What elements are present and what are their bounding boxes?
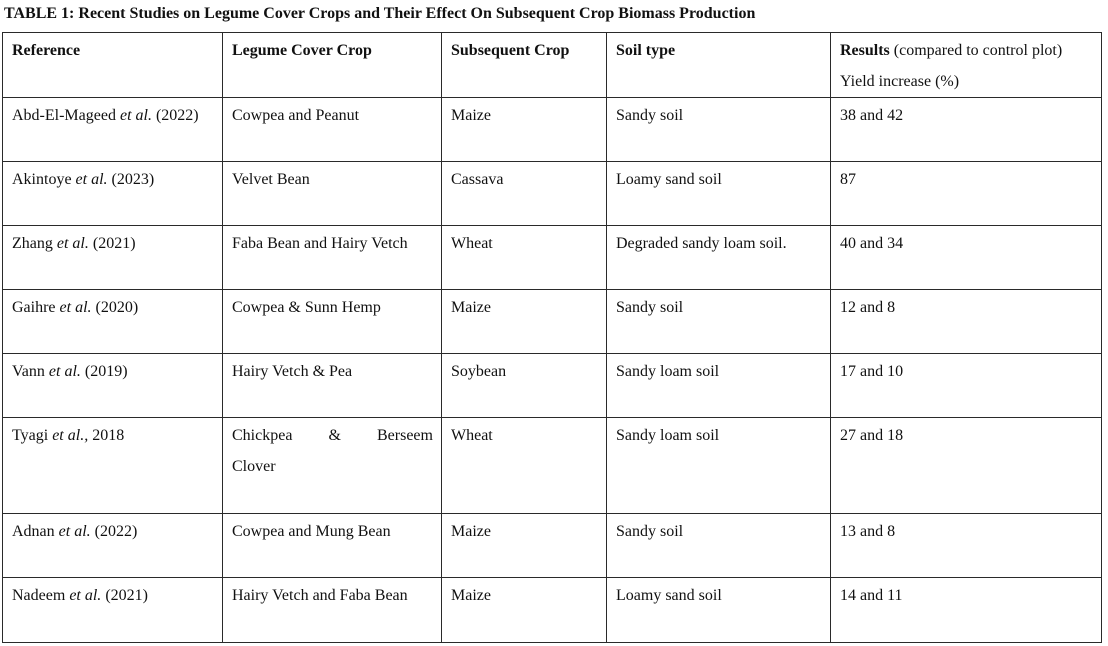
table-row: [3, 162, 1102, 226]
soil-type-cell: Loamy sand soil: [607, 162, 831, 226]
cover-crop-cell: Hairy Vetch & Pea: [223, 354, 442, 418]
result-cell: 40 and 34: [831, 226, 1102, 290]
cover-crop-cell: Cowpea and Peanut: [223, 98, 442, 162]
header-reference: Reference: [3, 33, 223, 98]
subsequent-crop-cell: Wheat: [442, 226, 607, 290]
table-row: [3, 578, 1102, 643]
reference-cell: Vann et al. (2019): [3, 354, 223, 418]
table-row: [3, 98, 1102, 162]
soil-type-cell: Sandy soil: [607, 514, 831, 578]
reference-cell: Gaihre et al. (2020): [3, 290, 223, 354]
soil-type-cell: Degraded sandy loam soil.: [607, 226, 831, 290]
subsequent-crop-cell: Soybean: [442, 354, 607, 418]
subsequent-crop-cell: Cassava: [442, 162, 607, 226]
cover-crop-cell: Cowpea & Sunn Hemp: [223, 290, 442, 354]
reference-cell: Zhang et al. (2021): [3, 226, 223, 290]
result-cell: 87: [831, 162, 1102, 226]
subsequent-crop-cell: Maize: [442, 290, 607, 354]
table-row: [3, 354, 1102, 418]
soil-type-cell: Sandy loam soil: [607, 418, 831, 514]
cover-crop-cell: Faba Bean and Hairy Vetch: [223, 226, 442, 290]
result-cell: 13 and 8: [831, 514, 1102, 578]
subsequent-crop-cell: Maize: [442, 578, 607, 643]
result-cell: 17 and 10: [831, 354, 1102, 418]
reference-cell: Akintoye et al. (2023): [3, 162, 223, 226]
reference-cell: Abd-El-Mageed et al. (2022): [3, 98, 223, 162]
soil-type-cell: Loamy sand soil: [607, 578, 831, 643]
subsequent-crop-cell: Maize: [442, 98, 607, 162]
cover-crop-cell: Cowpea and Mung Bean: [223, 514, 442, 578]
cover-crop-cell: Velvet Bean: [223, 162, 442, 226]
result-cell: 38 and 42: [831, 98, 1102, 162]
cover-crop-cell: Chickpea & Berseem Clover: [223, 418, 442, 514]
soil-type-cell: Sandy loam soil: [607, 354, 831, 418]
subsequent-crop-cell: Maize: [442, 514, 607, 578]
table-row: [3, 226, 1102, 290]
result-cell: 14 and 11: [831, 578, 1102, 643]
soil-type-cell: Sandy soil: [607, 98, 831, 162]
subsequent-crop-cell: Wheat: [442, 418, 607, 514]
soil-type-cell: Sandy soil: [607, 290, 831, 354]
table-header-row: [3, 33, 1102, 98]
header-cover-crop: Legume Cover Crop: [223, 33, 442, 98]
table-row: [3, 514, 1102, 578]
header-subsequent-crop: Subsequent Crop: [442, 33, 607, 98]
reference-cell: Tyagi et al., 2018: [3, 418, 223, 514]
studies-table: [2, 32, 1102, 643]
table-caption: TABLE 1: Recent Studies on Legume Cover Crops and Their Effect On Subsequent Crop Biomass Production: [4, 5, 756, 22]
header-results: Results (compared to control plot) Yield increase (%): [831, 33, 1102, 98]
result-cell: 27 and 18: [831, 418, 1102, 514]
cover-crop-justified-line: Chickpea & Berseem: [232, 427, 433, 444]
header-soil-type: Soil type: [607, 33, 831, 98]
table-row: [3, 418, 1102, 514]
reference-cell: Nadeem et al. (2021): [3, 578, 223, 643]
table-row: [3, 290, 1102, 354]
cover-crop-cell: Hairy Vetch and Faba Bean: [223, 578, 442, 643]
result-cell: 12 and 8: [831, 290, 1102, 354]
reference-cell: Adnan et al. (2022): [3, 514, 223, 578]
